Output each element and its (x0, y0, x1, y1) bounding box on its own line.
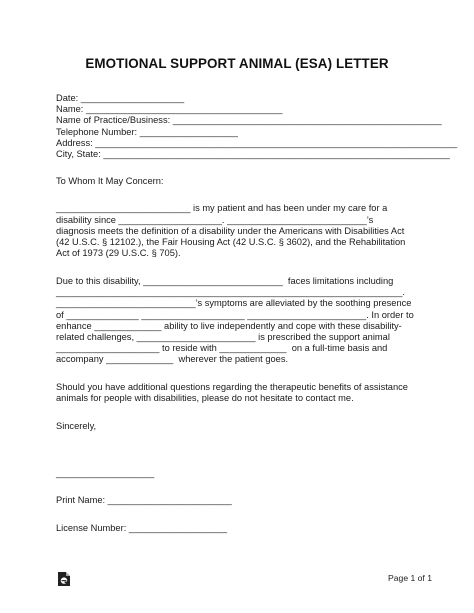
print-name-field: Print Name: ________________________ (56, 495, 232, 506)
closing: Sincerely, (56, 420, 97, 431)
paragraph-line: enhance _____________ ability to live independently and cope with these disability- (56, 320, 402, 331)
paragraph-line: related challenges, _______________________ is prescribed the support animal (56, 331, 390, 342)
header-fields (56, 93, 458, 160)
paragraph-line: disability since ____________________. ___________________________’s (56, 214, 374, 225)
paragraph-line: diagnosis meets the definition of a disability under the Americans with Disabilities Act (56, 225, 405, 236)
paragraph-line: __________________________ is my patient and has been under my care for a (56, 203, 388, 214)
paragraph-line: ___________________________________________________________________. (56, 287, 406, 298)
paragraph-line: Due to this disability, ___________________________ faces limitations including (56, 275, 394, 286)
page-number: Page 1 of 1 (388, 573, 432, 583)
signature-line: ___________________ (56, 468, 155, 479)
paragraph-line: (42 U.S.C. § 12102.), the Fair Housing Act (42 U.S.C. § 3602), and the Rehabilitation (56, 237, 406, 248)
paragraph-limitations (56, 276, 416, 366)
date-field: Date: ____________________ (56, 93, 185, 103)
paragraph-contact (56, 382, 416, 404)
practice-field: Name of Practice/Business: ____________________________________________________ (56, 115, 442, 126)
letter-body (56, 93, 458, 534)
paragraph-line: accompany _____________ wherever the patient goes. (56, 354, 289, 365)
paragraph-diagnosis (56, 203, 416, 259)
document-title: EMOTIONAL SUPPORT ANIMAL (ESA) LETTER (85, 56, 389, 71)
city-state-field: City, State: ___________________________________________________________________ (56, 149, 450, 160)
eforms-logo-icon (57, 571, 71, 587)
name-field: Name: ______________________________________ (56, 104, 283, 115)
paragraph-line: ____________________ to reside with _____________ on a full-time basis and (56, 343, 388, 354)
paragraph-line: Should you have additional questions regarding the therapeutic benefits of assistance (56, 382, 408, 393)
paragraph-line: Act of 1973 (29 U.S.C. § 705). (56, 248, 181, 259)
paragraph-line: animals for people with disabilities, please do not hesitate to contact me. (56, 393, 354, 404)
paragraph-line: ___________________________’s symptoms are alleviated by the soothing presence (56, 298, 412, 309)
paragraph-line: of ______________ ____________________ _______________________. In order to (56, 309, 414, 320)
license-number-field: License Number: ___________________ (56, 522, 228, 533)
address-field: Address: ______________________________________________________________________ (56, 137, 458, 148)
salutation: To Whom It May Concern: (56, 176, 164, 187)
telephone-field: Telephone Number: ___________________ (56, 126, 238, 137)
